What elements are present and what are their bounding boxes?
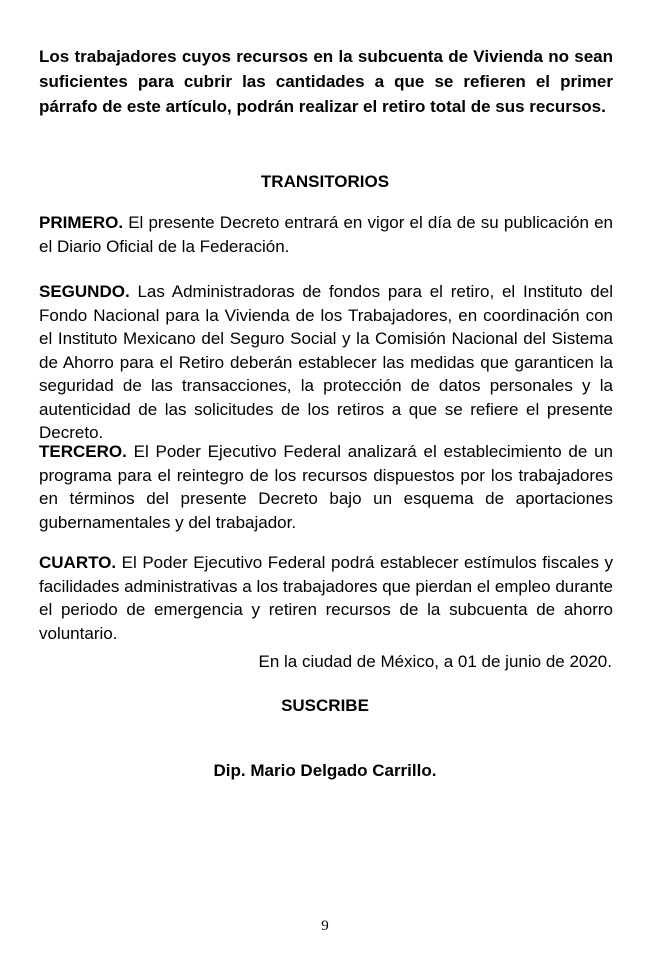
date-line: En la ciudad de México, a 01 de junio de 2020. <box>258 652 612 671</box>
article-lead: SEGUNDO. <box>39 282 130 301</box>
article-lead: PRIMERO. <box>39 213 124 232</box>
article-segundo <box>39 280 613 445</box>
article-text: El presente Decreto entrará en vigor el día de su publicación en el Diario Oficial de la Federación. <box>39 213 613 256</box>
article-primero <box>39 211 613 258</box>
signer-name: Dip. Mario Delgado Carrillo. <box>213 761 437 780</box>
article-tercero <box>39 440 613 534</box>
article-text: El Poder Ejecutivo Federal podrá establecer estímulos fiscales y facilidades administrativas a los trabajadores que pierdan el empleo durante el periodo de emergencia y retiren recursos de la subcuenta de ahorro voluntario. <box>39 553 613 643</box>
article-lead: TERCERO. <box>39 442 127 461</box>
subscribe-heading: SUSCRIBE <box>281 696 369 715</box>
article-cuarto <box>39 551 613 645</box>
article-text: El Poder Ejecutivo Federal analizará el establecimiento de un programa para el reintegro de los recursos dispuestos por los trabajadores en términos del presente Decreto bajo un esquema de aportaciones gubernamentales y del trabajador. <box>39 442 613 532</box>
intro-bold-paragraph: Los trabajadores cuyos recursos en la subcuenta de Vivienda no sean suficientes para cubrir las cantidades a que se refieren el primer párrafo de este artículo, podrán realizar el retiro total de sus recursos. <box>39 47 613 116</box>
page-number: 9 <box>321 918 329 934</box>
section-heading-transitorios: TRANSITORIOS <box>260 172 390 191</box>
article-text: Las Administradoras de fondos para el retiro, el Instituto del Fondo Nacional para la Vivienda de los Trabajadores, en coordinación con el Instituto Mexicano del Seguro Social y la Comisión Nacional del Sistema de Ahorro para el Retiro deberán establecer las medidas que garanticen la seguridad de las transacciones, la protección de datos personales y la autenticidad de las solicitudes de los retiros a que se refiere el presente Decreto. <box>39 282 613 442</box>
article-lead: CUARTO. <box>39 553 117 572</box>
